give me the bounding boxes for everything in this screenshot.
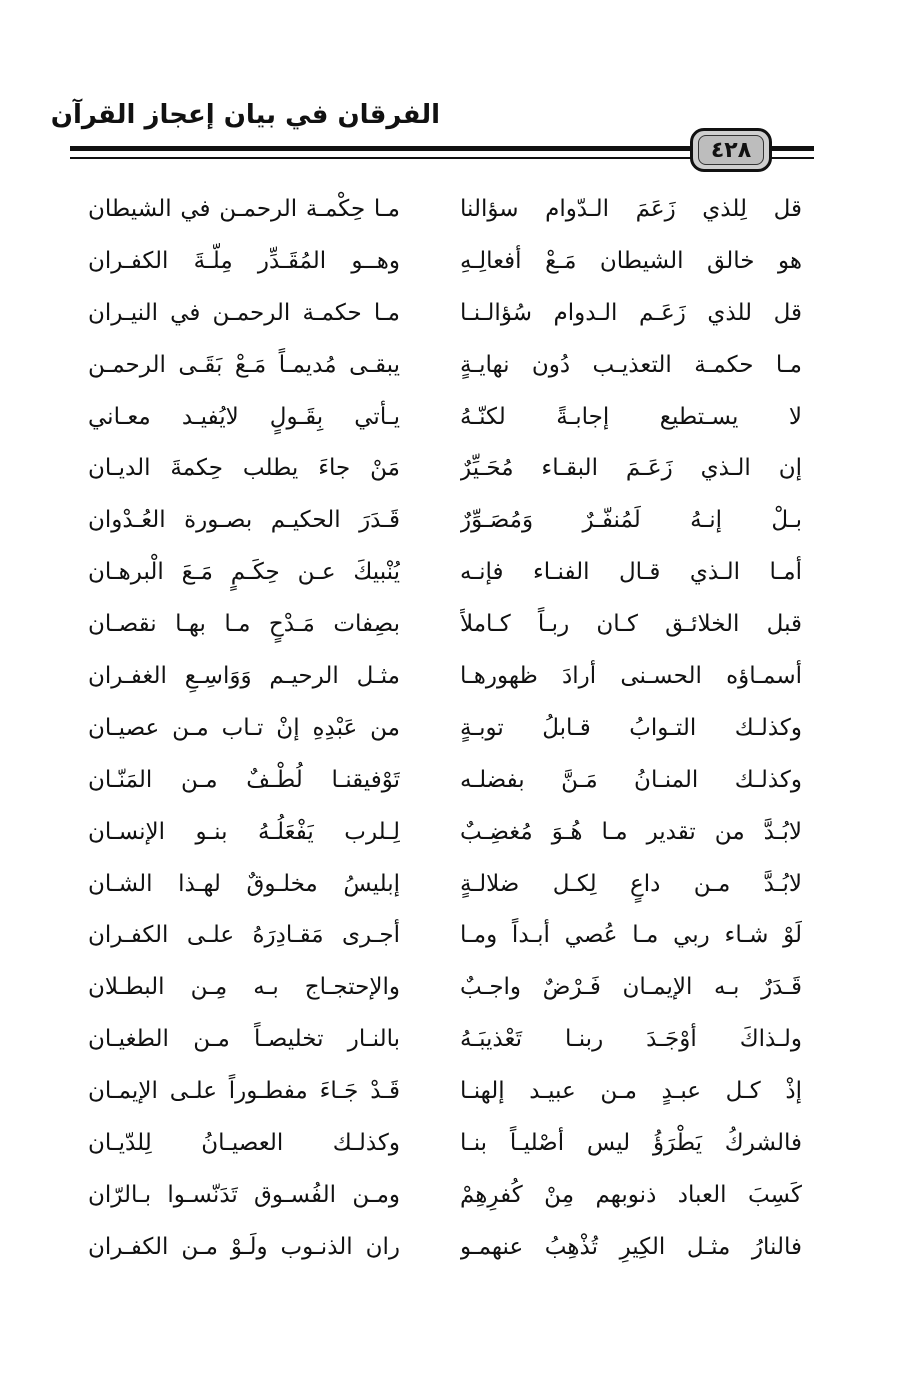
verse-left-10: مثـل الرحيـم وَوَاسِـعِ الغفـران [88, 663, 400, 690]
verse-right-20: كَسِبَ العباد ذنوبهم مِنْ كُفرِهِمْ [460, 1181, 802, 1208]
verse-right-17: ولـذاكَ أوْجَـدَ ربنـا تَعْذيبَـهُ [460, 1026, 802, 1053]
verse-right-12: وكذلـك المنـانُ مَـنَّ بفضلـه [460, 766, 802, 793]
verse-right-8: أمـا الـذي قـال الفنـاء فإنـه [460, 559, 802, 586]
verse-right-19: فالشركُ يَطْرَؤُ ليس أصْليـاً بنـا [460, 1130, 802, 1157]
header-rule-thin-right [770, 157, 814, 159]
verse-left-14: إبليسُ مخلـوقٌ لهـذا الشـان [88, 870, 400, 897]
verse-left-18: قَـدْ جَـاءَ مفطـوراً علـى الإيمـان [88, 1078, 400, 1105]
verse-right-5: لا يسـتطيع إجابـةً لكنّـهُ [460, 403, 802, 430]
verse-left-19: وكذلـك العصيـانُ لِلدّيـان [88, 1130, 400, 1157]
verse-right-9: قبل الخلائـق كـان ربـاً كـاملاً [460, 611, 802, 638]
verse-right-15: لَوْ شـاء ربي مـا عُصي أبـداً ومـا [460, 922, 802, 949]
right-hemistich-column [460, 184, 802, 1274]
header-rule-thin [70, 157, 692, 159]
verse-left-4: يبقـى مُديمـاً مَـعْ بَقَـى الرحمـن [88, 351, 400, 378]
verse-right-14: لابُـدَّ مـن داعٍ لِكـل ضلالـةٍ [460, 870, 802, 897]
verse-right-10: أسمـاؤه الحسـنى أرادَ ظهورهـا [460, 663, 802, 690]
verse-left-2: وهــو المُقَـدِّر مِلّـةَ الكفـران [88, 247, 400, 274]
verse-left-15: أجـرى مَقـادِرَهُ علـى الكفـران [88, 922, 400, 949]
left-hemistich-column [88, 184, 400, 1274]
verse-right-13: لابُـدَّ من تقدير مـا هُـوَ مُغضِـبٌ [460, 818, 802, 845]
verse-left-17: بالنـار تخليصـاً مـن الطغيـان [88, 1026, 400, 1053]
verse-left-16: والإحتجـاج بـه مِـن البطـلان [88, 974, 400, 1001]
header-rule-thick-right [770, 146, 814, 151]
verse-left-5: يـأتي بِقَـولٍ لايُفيـد معـاني [88, 403, 400, 430]
verse-left-21: ران الذنـوب ولَـوْ مـن الكفـران [88, 1233, 400, 1260]
verse-right-2: هو خالق الشيطان مَـعْ أفعالِـهِ [460, 247, 802, 274]
page-number: ٤٢٨ [698, 135, 764, 165]
verse-right-4: مـا حكمـة التعذيـب دُون نهايـةٍ [460, 351, 802, 378]
header-rule-thick [70, 146, 692, 151]
verse-left-8: يُنْبيكَ عـن حِكَـمٍ مَـعَ الْبرهـان [88, 559, 400, 586]
verse-right-11: وكذلـك التـوابُ قـابلُ توبـةٍ [460, 714, 802, 741]
verse-left-12: تَوْفيقنـا لُطْـفٌ مـن المَنّـان [88, 766, 400, 793]
verse-left-3: مـا حكمـة الرحمـن في النيـران [88, 299, 400, 326]
verse-right-18: إذْ كـل عبـدٍ مـن عبيـد إلهنـا [460, 1078, 802, 1105]
verse-left-9: بصِفات مَـدْحٍ مـا بهـا نقصـان [88, 611, 400, 638]
verse-right-1: قل لِلذي زَعَمَ الـدّوام سؤالنا [460, 196, 802, 222]
verse-right-16: قَـدَرٌ بـه الإيمـان فَـرْضٌ واجـبٌ [460, 974, 802, 1001]
verse-right-7: بـلْ إنـهُ لَمُنفّـرٌ وَمُصَـوِّرٌ [460, 507, 802, 534]
verse-right-3: قل للذي زَعَـم الـدوام سُؤالـنـا [460, 299, 802, 326]
verse-left-13: لِـلرب يَفْعَلُـهُ بنـو الإنسـان [88, 818, 400, 845]
verse-left-11: من عَبْدِهِ إنْ تـاب مـن عصيـان [88, 714, 400, 741]
page-number-badge [690, 128, 772, 172]
verse-left-20: ومـن الفُسـوق تَدَنّسـوا بـالرّان [88, 1181, 400, 1208]
verse-right-21: فالنارُ مثـل الكِيرِ تُذْهِبُ عنهمـو [460, 1233, 802, 1260]
verse-left-1: مـا حِكْمـة الرحمـن في الشيطان [88, 196, 400, 222]
verse-left-6: مَنْ جاءَ يطلب حِكمةَ الديـان [88, 455, 400, 482]
book-title: الفرقان في بيان إعجاز القرآن [50, 100, 440, 130]
verse-right-6: إن الـذي زَعَـمَ البقـاء مُحَـيِّرٌ [460, 455, 802, 482]
verse-left-7: قَـدَرَ الحكيـم بصـورة العُـدْوان [88, 507, 400, 534]
